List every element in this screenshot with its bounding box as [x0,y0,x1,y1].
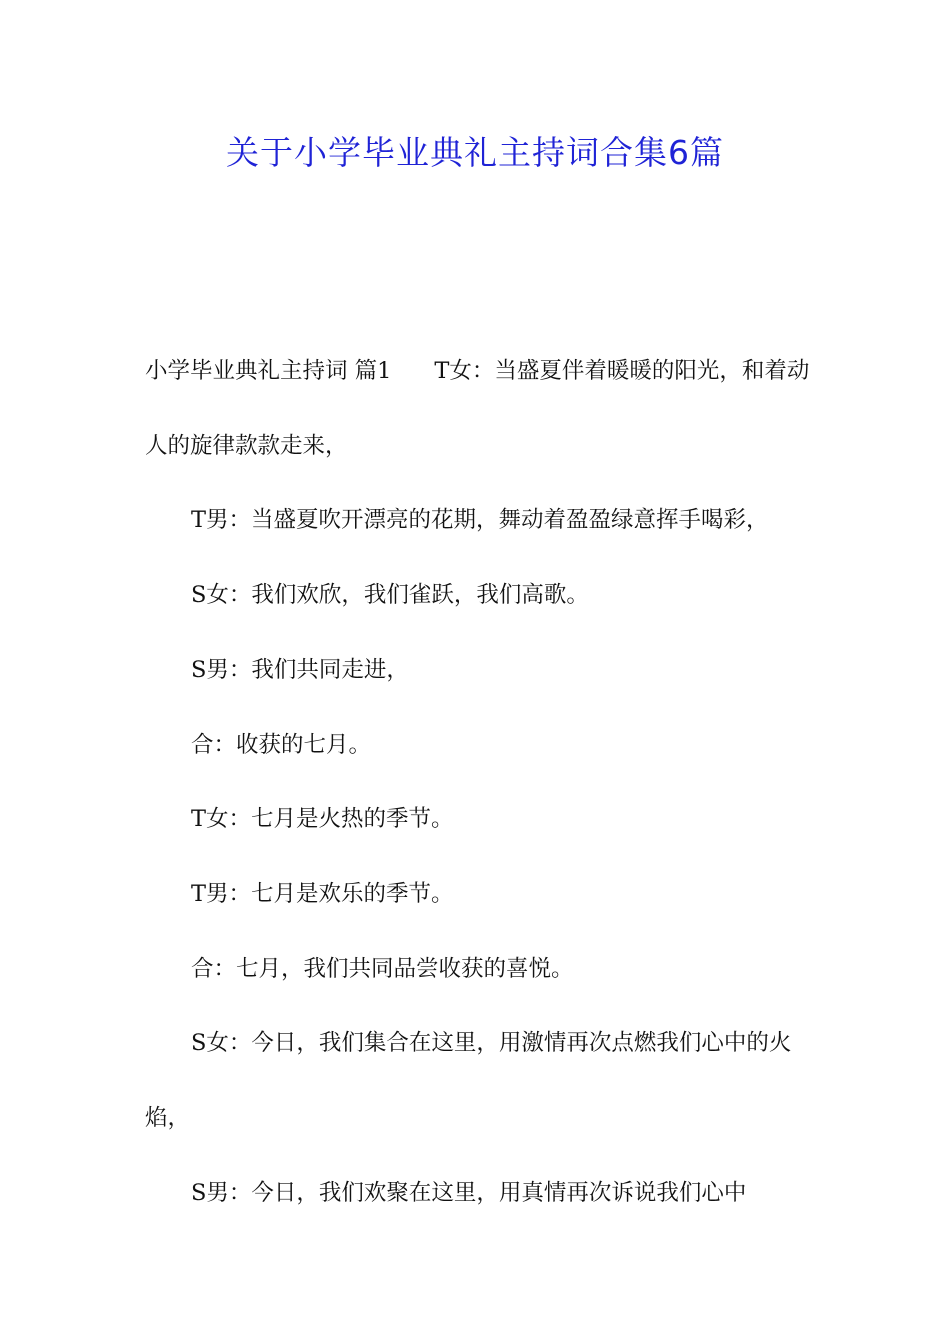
paragraph: 合：七月，我们共同品尝收获的喜悦。 [191,955,574,982]
paragraph: T男：七月是欢乐的季节。 [191,880,454,907]
paragraph: T男：当盛夏吹开漂亮的花期，舞动着盈盈绿意挥手喝彩， [191,507,769,534]
document-body [145,334,810,1230]
paragraph: 小学毕业典礼主持词 篇1 T女：当盛夏伴着暖暖的阳光，和着动人的旋律款款走来， [145,358,810,459]
document-title: 关于小学毕业典礼主持词合集6篇 [226,133,724,172]
paragraph: S女：我们欢欣，我们雀跃，我们高歌。 [191,582,589,609]
paragraph: 合：收获的七月。 [191,731,372,758]
paragraph: T女：七月是火热的季节。 [191,806,454,833]
paragraph: S男：我们共同走进， [191,656,409,683]
paragraph: S女：今日，我们集合在这里，用激情再次点燃我们心中的火焰， [145,1030,792,1132]
paragraph: S男：今日，我们欢聚在这里，用真情再次诉说我们心中 [191,1179,747,1206]
